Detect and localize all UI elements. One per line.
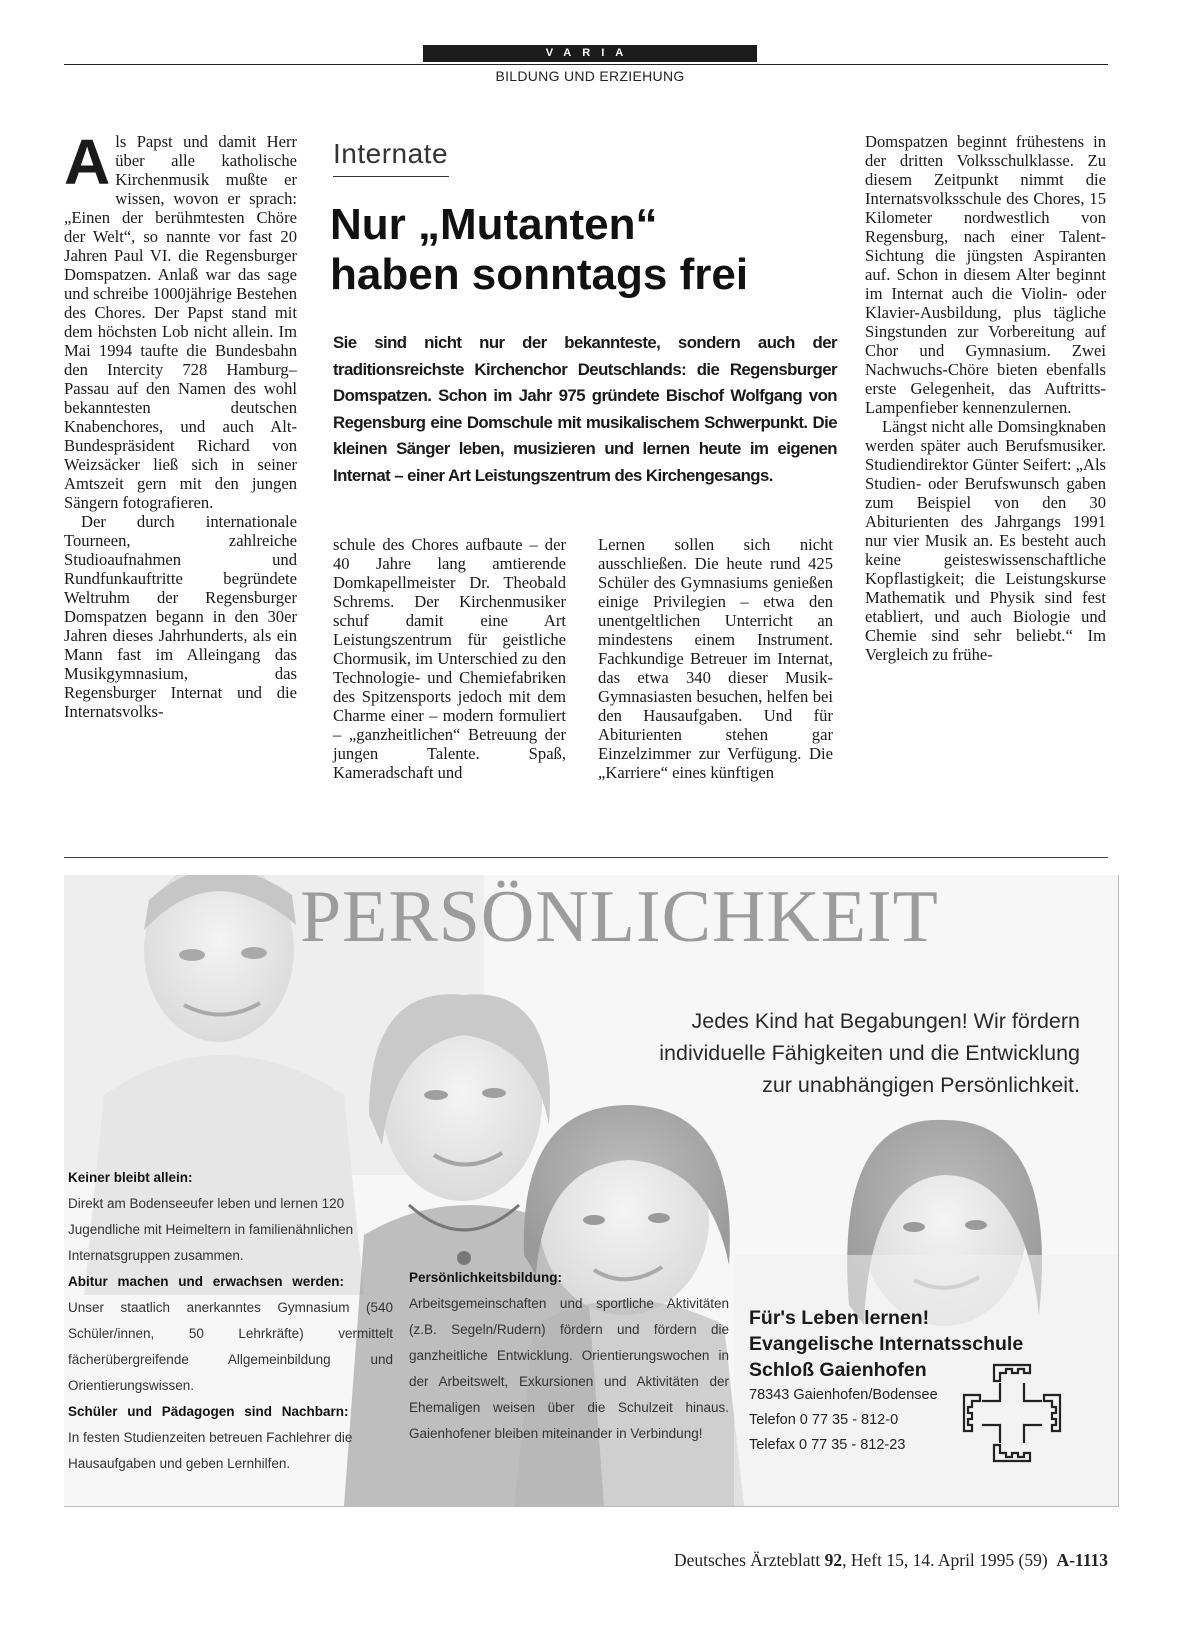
rubric-label: BILDUNG UND ERZIEHUNG: [495, 68, 685, 84]
info-heading-2: Abitur machen und erwachsen werden:: [68, 1274, 345, 1289]
article-column-3: [598, 535, 833, 782]
column-1-paragraph-2: Der durch internationale Tourneen, zahlreiche Studioaufnahmen und Rundfunkauftritte begründete Weltruhm der Regensburger Domspatzen begann in den 30er Jahren dieses Jahrhunderts, als ein Mann fast im Alleingang das Musikgymnasium, das Regensburger Internat und die Internatsvolks-: [64, 512, 297, 721]
info-text-3: In festen Studienzeiten betreuen Fachlehrer die Hausaufgaben und geben Lernhilfen.: [68, 1430, 353, 1471]
issue-info: , Heft 15, 14. April 1995 (59): [842, 1550, 1048, 1570]
column-2-text: schule des Chores aufbaute – der 40 Jahre lang amtierende Domkapellmeister Dr. Theobald Schrems. Der Kirchenmusiker schuf damit eine Art Leistungszentrum für geistliche Chormusik, im Unterschied zu den Technologie- und Chemiefabriken des Spitzensports jedoch mit dem Charme einer – modern formuliert – „ganzheitlichen“ Betreuung der jungen Talente. Spaß, Kameradschaft und: [333, 535, 566, 782]
column-1-paragraph-1: ls Papst und damit Herr über alle katholische Kirchenmusik mußte er wissen, wovon er sprach: „Einen der berühmtesten Chöre der Welt“, so nannte vor fast 20 Jahren Paul VI. die Regensburger Domspatzen. Anlaß war das sage und schreibe 1000jährige Bestehen des Chores. Der Papst stand mit dem höchsten Lob nicht allein. Im Mai 1994 taufte die Bundesbahn den Intercity 728 Hamburg–Passau auf den Namen des wohl bekanntesten deutschen Knabenchores, und auch Alt-Bundespräsident Richard von Weizsäcker ließ sich in seiner Amtszeit gern mit den jungen Sängern fotografieren.: [64, 132, 297, 512]
info-text-4: Arbeitsgemeinschaften und sportliche Aktivitäten (z.B. Segeln/Rudern) fördern und fördern die ganzheitliche Entwicklung. Orientierungswochen in der Arbeitswelt, Exkursionen und Aktivitäten der Ehemaligen weisen über die Schulzeit hinaus. Gaienhofener bleiben miteinander in Verbindung!: [409, 1296, 729, 1441]
advertisement: [64, 875, 1119, 1507]
info-text-2: Unser staatlich anerkanntes Gymnasium (540 Schüler/innen, 50 Lehrkräfte) vermittelt fächerübergreifende Allgemeinbildung und Orientierungswissen.: [68, 1300, 393, 1393]
article-kicker: Internate: [333, 138, 449, 169]
article-column-4: [865, 132, 1106, 664]
contact-phone: Telefon 0 77 35 - 812-0: [749, 1412, 899, 1428]
kicker-underline: [333, 176, 449, 177]
castle-cross-logo-icon: [962, 1363, 1062, 1463]
info-heading-1: Keiner bleibt allein:: [68, 1170, 193, 1185]
section-divider: [64, 857, 1108, 858]
journal-volume: 92: [824, 1550, 843, 1570]
info-text-1: Direkt am Bodenseeufer leben und lernen 120 Jugendliche mit Heimeltern in familienähnlichen Internatsgruppen zusammen.: [68, 1196, 354, 1263]
journal-name: Deutsches Ärzteblatt: [673, 1550, 821, 1570]
article-headline: [330, 200, 830, 300]
page-number: A-1113: [1056, 1550, 1108, 1570]
contact-school-type: Evangelische Internatsschule: [749, 1333, 1024, 1355]
headline-line-2: haben sonntags frei: [330, 250, 749, 299]
column-4-paragraph-1: Domspatzen beginnt frühestens in der dritten Volksschulklasse. Zu diesem Zeitpunkt nimmt die Internatsvolksschule des Chores, 15 Kilometer nordwestlich von Regensburg, nach einer Talent-Sichtung die jüngsten Aspiranten auf. Schon in diesem Alter beginnt im Internat auch die Violin- oder Klavier-Ausbildung, plus tägliche Singstunden zur Vorbereitung auf Chor und Gymnasium. Zwei Nachwuchs-Chöre bieten ebenfalls erste Gelegenheit, das Auftritts-Lampenfieber kennenzulernen.: [865, 132, 1106, 417]
slogan-line-3: zur unabhängigen Persönlichkeit.: [762, 1073, 1080, 1097]
headline-line-1: Nur „Mutanten“: [330, 200, 658, 249]
article-column-1: [64, 126, 297, 721]
info-heading-3: Schüler und Pädagogen sind Nachbarn:: [68, 1404, 349, 1419]
ad-info-middle: [409, 1265, 729, 1447]
slogan-line-1: Jedes Kind hat Begabungen! Wir fördern: [691, 1009, 1080, 1033]
section-label: VARIA: [423, 45, 757, 62]
contact-tagline: Für's Leben lernen!: [749, 1307, 930, 1329]
contact-address: 78343 Gaienhofen/Bodensee: [749, 1387, 938, 1403]
info-heading-4: Persönlichkeitsbildung:: [409, 1270, 563, 1285]
ad-title: PERSÖNLICHKEIT: [300, 876, 939, 958]
slogan-line-2: individuelle Fähigkeiten und die Entwicklung: [659, 1041, 1080, 1065]
drop-cap: A: [64, 126, 111, 198]
column-4-paragraph-2: Längst nicht alle Domsingknaben werden später auch Berufsmusiker. Studiendirektor Günter Seifert: „Als Studien- oder Berufswunsch gaben zum Beispiel von den 30 Abiturienten des Jahrgangs 1991 nur vier Musik an. Es besteht auch keine geisteswissenschaftliche Kopflastigkeit; die Leistungskurse Mathematik und Physik sind fest etabliert, und auch Biologie und Chemie sind sehr beliebt.“ Im Vergleich zu frühe-: [865, 417, 1107, 664]
ad-slogan: [520, 1005, 1080, 1101]
article-column-2: [333, 535, 566, 782]
column-3-text: Lernen sollen sich nicht ausschließen. Die heute rund 425 Schüler des Gymnasiums genießen einige Privilegien – etwa den unentgeltlichen Unterricht an mindestens einem Instrument. Fachkundige Betreuer im Internat, das etwa 340 dieser Musik-Gymnasiasten besuchen, helfen bei den Hausaufgaben. Und für Abiturienten stehen gar Einzelzimmer zur Verfügung. Die „Karriere“ eines künftigen: [598, 535, 833, 782]
contact-school-name: Schloß Gaienhofen: [749, 1359, 927, 1381]
contact-fax: Telefax 0 77 35 - 812-23: [749, 1437, 906, 1453]
page-footer: [674, 1550, 1108, 1571]
ad-info-left: [68, 1165, 393, 1477]
header-rule: [64, 64, 1108, 65]
article-lead: Sie sind nicht nur der bekannteste, sondern auch der traditionsreichste Kirchenchor Deutschlands: die Regensburger Domspatzen. Schon im Jahr 975 gründete Bischof Wolfgang von Regensburg eine Domschule mit musikalischem Schwerpunkt. Die kleinen Sänger leben, musizieren und lernen heute im eigenen Internat – einer Art Leistungszentrum des Kirchengesangs.: [333, 333, 837, 485]
